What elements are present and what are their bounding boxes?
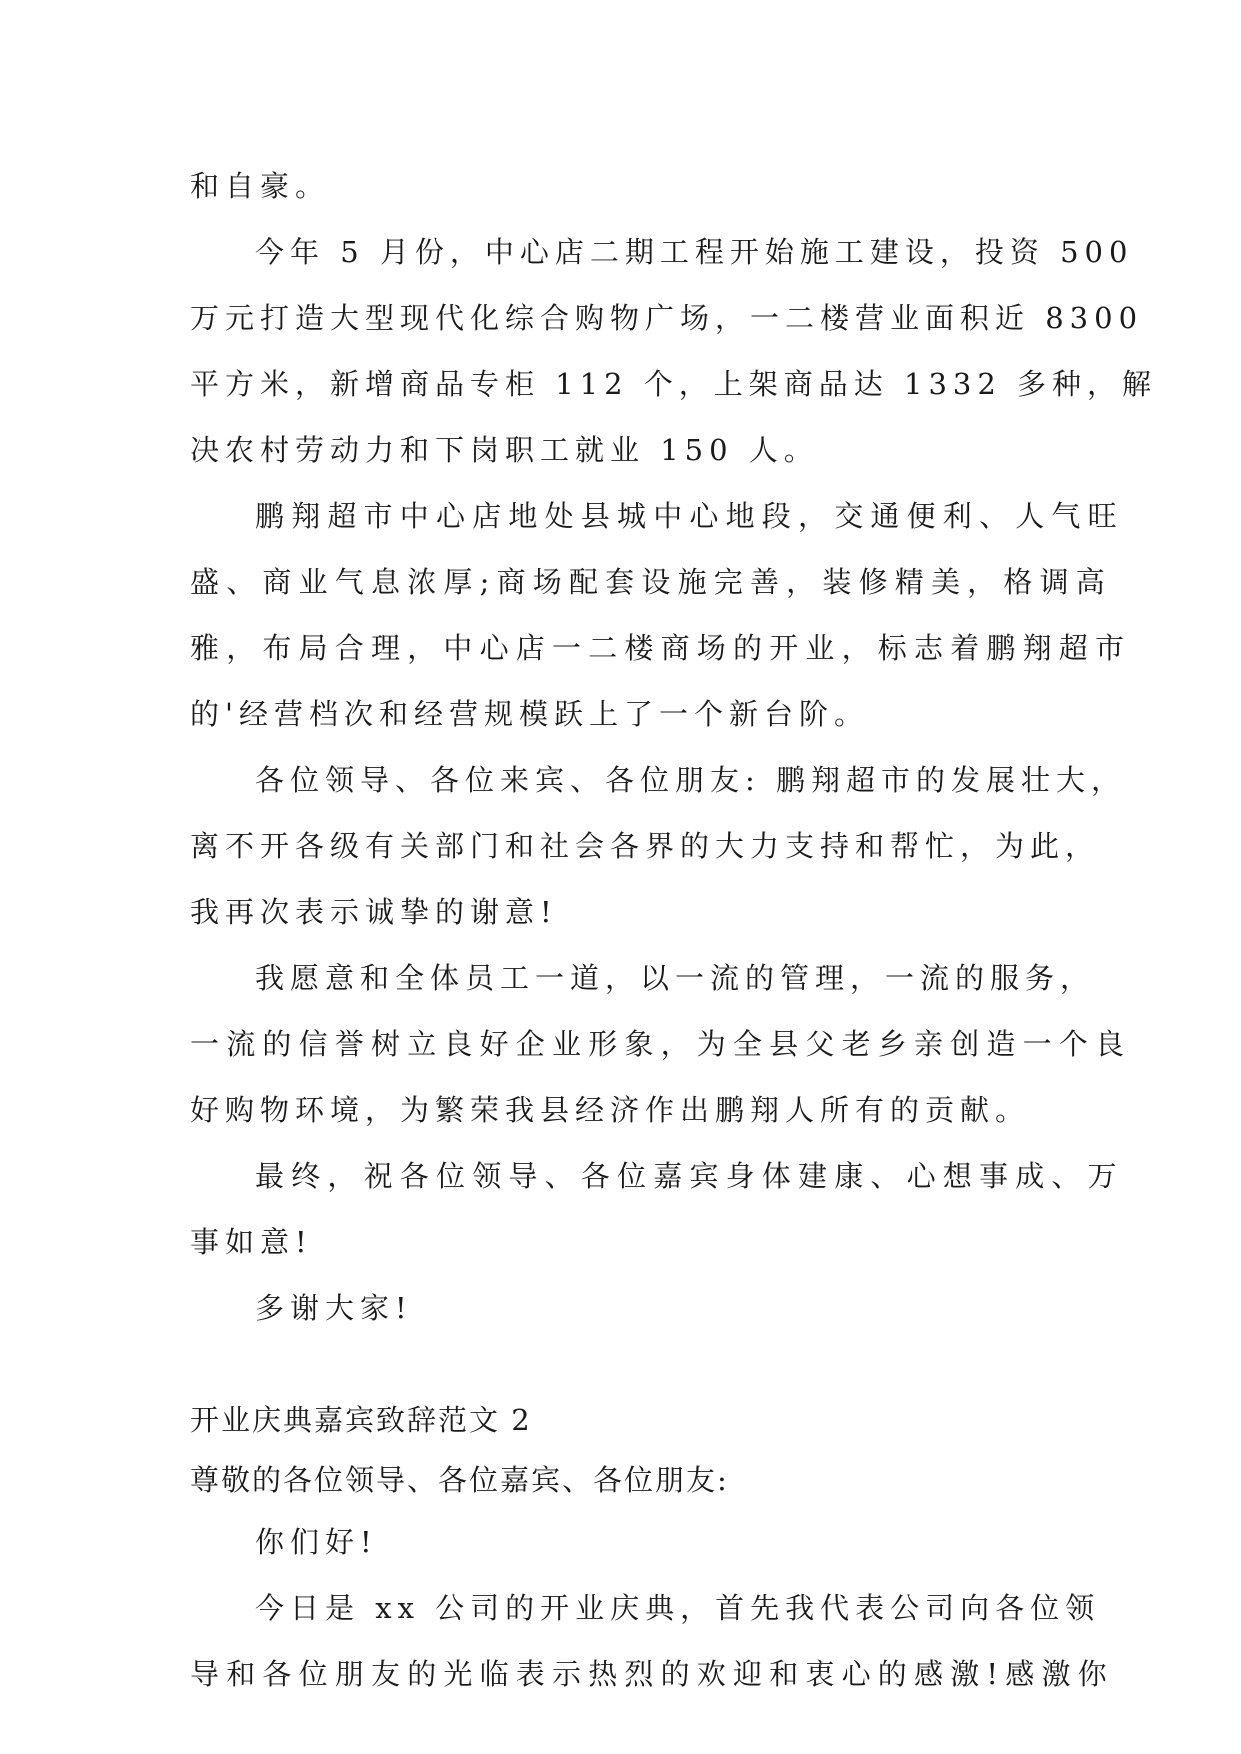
text-line: 今年 5 月份，中心店二期工程开始施工建设，投资 500 — [255, 235, 1134, 269]
text-line: 雅，布局合理，中心店一二楼商场的开业，标志着鹏翔超市 — [190, 631, 1132, 665]
text-line: 好购物环境，为繁荣我县经济作出鹏翔人所有的贡献。 — [190, 1093, 1031, 1127]
text-line: 多谢大家! — [255, 1291, 413, 1325]
text-line: 平方米，新增商品专柜 112 个，上架商品达 1332 多种，解 — [190, 367, 1158, 401]
text-line: 事如意! — [190, 1225, 313, 1259]
text-line: 的'经营档次和经营规模跃上了一个新台阶。 — [190, 697, 869, 731]
text-line: 一流的信誉树立良好企业形象，为全县父老乡亲创造一个良 — [190, 1027, 1132, 1061]
text-line: 鹏翔超市中心店地处县城中心地段，交通便利、人气旺 — [255, 499, 1124, 533]
text-line: 你们好! — [255, 1525, 378, 1559]
text-line: 我再次表示诚挚的谢意! — [190, 895, 558, 929]
text-line: 和自豪。 — [190, 169, 331, 203]
text-line: 我愿意和全体员工一道，以一流的管理，一流的服务， — [255, 961, 1096, 995]
text-line: 导和各位朋友的光临表示热烈的欢迎和衷心的感激!感激你 — [190, 1657, 1114, 1691]
section-heading: 开业庆典嘉宾致辞范文 2 — [190, 1403, 532, 1437]
text-line: 离不开各级有关部门和社会各界的大力支持和帮忙，为此， — [190, 829, 1101, 863]
text-line: 万元打造大型现代化综合购物广场，一二楼营业面积近 8300 — [190, 301, 1144, 335]
text-line: 今日是 xx 公司的开业庆典，首先我代表公司向各位领 — [255, 1591, 1101, 1625]
text-line: 决农村劳动力和下岗职工就业 150 人。 — [190, 433, 819, 467]
salutation: 尊敬的各位领导、各位嘉宾、各位朋友: — [190, 1463, 729, 1497]
text-line: 各位领导、各位来宾、各位朋友: 鹏翔超市的发展壮大， — [255, 763, 1126, 797]
text-line: 最终，祝各位领导、各位嘉宾身体建康、心想事成、万 — [255, 1159, 1124, 1193]
text-line: 盛、商业气息浓厚;商场配套设施完善，装修精美，格调高 — [190, 565, 1112, 599]
